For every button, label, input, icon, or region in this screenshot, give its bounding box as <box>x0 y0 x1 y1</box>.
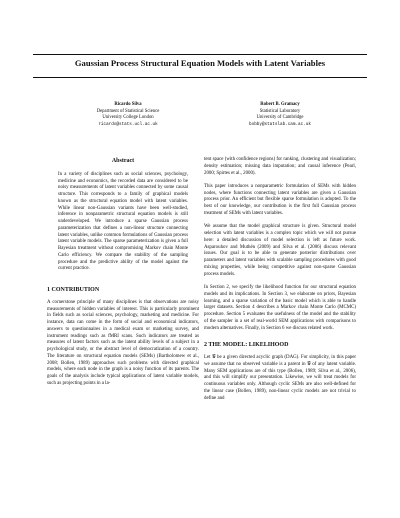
left-column <box>47 158 199 388</box>
section-text: Let 𝒢 be a given directed acyclic graph (DAG). For simplicity, in this paper we assume that no observed variable is a parent in 𝒢 of any latent variable. Many SEM applications are of this type (Bollen, 1989; Silva et al., 2006), and this will simplify our presentation. Likewise, we will treat models for continuous variables only. Although cyclic SEMs are also well-defined for the linear case (Bollen, 1989), non-linear cyclic models are not trivial to define and <box>204 355 356 401</box>
section-heading: 2 THE MODEL: LIKELIHOOD <box>204 342 289 349</box>
author-name: Ricardo Silva <box>114 102 142 107</box>
author-email: ricardo@stats.ucl.ac.uk <box>98 121 158 127</box>
paragraph: We assume that the model graphical structure is given. Structural model selection with latent variables is a complex topic which we will not pursue here: a detailed discussion of model selection is left as future work. Asparouhov and Muthén (2009) and Silva et al. (2006) discuss relevant issues. Our goal is to be able to generate posterior distributions over parameters and latent variables with scalable sampling procedures with good mixing properties, while being competitive against non-sparse Gaussian process models. <box>204 224 356 277</box>
abstract-text: In a variety of disciplines such as social sciences, psychology, medicine and economics, the recorded data are considered to be noisy measurements of latent variables connected by some causal structure. This corresponds to a family of graphical models known as the structural equation model with latent variables. While linear non-Gaussian variants have been well-studied, inference in nonparametric structural equation models is still underdeveloped. We introduce a sparse Gaussian process parameterization that defines a non-linear structure connecting latent variables, unlike common formulations of Gaussian process latent variable models. The sparse parameterization is given a full Bayesian treatment without compromising Markov chain Monte Carlo efficiency. We compare the stability of the sampling procedure and the predictive ability of the model against the current practice. <box>58 171 188 272</box>
paper-title: Gaussian Process Structural Equation Models with Latent Variables <box>74 58 326 68</box>
paragraph: tent space (with confidence regions) for ranking, clustering and visualization; density estimation; missing data imputation; and causal inference (Pearl, 2000; Spirtes et al., 2000). <box>204 157 356 176</box>
author-email: bobby@statslab.cam.ac.uk <box>249 121 311 127</box>
section-text: A cornerstone principle of many disciplines is that observations are noisy measurements of hidden variables of interest. This is particularly prominent in fields such as social sciences, psychology, marketing and medicine. For instance, data can come in the form of social and economical indicators, answers to questionnaires in a medical exam or marketing survey, and instrument readings such as fMRI scans. Such indicators are treated as measures of latent factors such as the latent ability levels of a subject in a psychological study, or the abstract level of democratization of a country. The literature on structural equation models (SEMs) (Bartholomew et al., 2008; Bollen, 1989) approaches such problems with directed graphical models, where each node in the graph is a noisy function of its parents. The goals of the analysis include typical applications of latent variable models, such as projecting points in a la- <box>47 299 199 386</box>
author-affiliation: University College London <box>102 115 154 121</box>
right-column <box>204 157 356 402</box>
author-block-1 <box>53 102 203 128</box>
title-rule-top <box>33 54 367 55</box>
author-name: Robert B. Gramacy <box>260 102 300 107</box>
abstract-heading: Abstract <box>111 158 135 164</box>
author-affiliation: Statistical Laboratory <box>259 108 301 114</box>
paragraph: This paper introduces a nonparametric formulation of SEMs with hidden nodes, where functions connecting latent variables are given a Gaussian process prior. An efficient but flexible sparse formulation is adopted. To the best of our knowledge, our contribution is the first full Gaussian process treatment of SEMs with latent variables. <box>204 183 356 216</box>
section-heading: 1 CONTRIBUTION <box>47 287 100 293</box>
title-rule-bottom <box>33 77 367 78</box>
author-affiliation: Department of Statistical Science <box>96 108 160 114</box>
paragraph: In Section 2, we specify the likelihood function for our structural equation models and its implications. In Section 3, we elaborate on priors, Bayesian learning, and a sparse variation of the basic model which is able to handle larger datasets. Section 4 describes a Markov chain Monte Carlo (MCMC) procedure. Section 5 evaluates the usefulness of the model and the stability of the sampler in a set of real-world SEM applications with comparisons to modern alternatives. Finally, in Section 6 we discuss related work. <box>204 285 356 331</box>
author-affiliation: University of Cambridge <box>256 115 304 121</box>
author-block-2 <box>205 102 355 128</box>
